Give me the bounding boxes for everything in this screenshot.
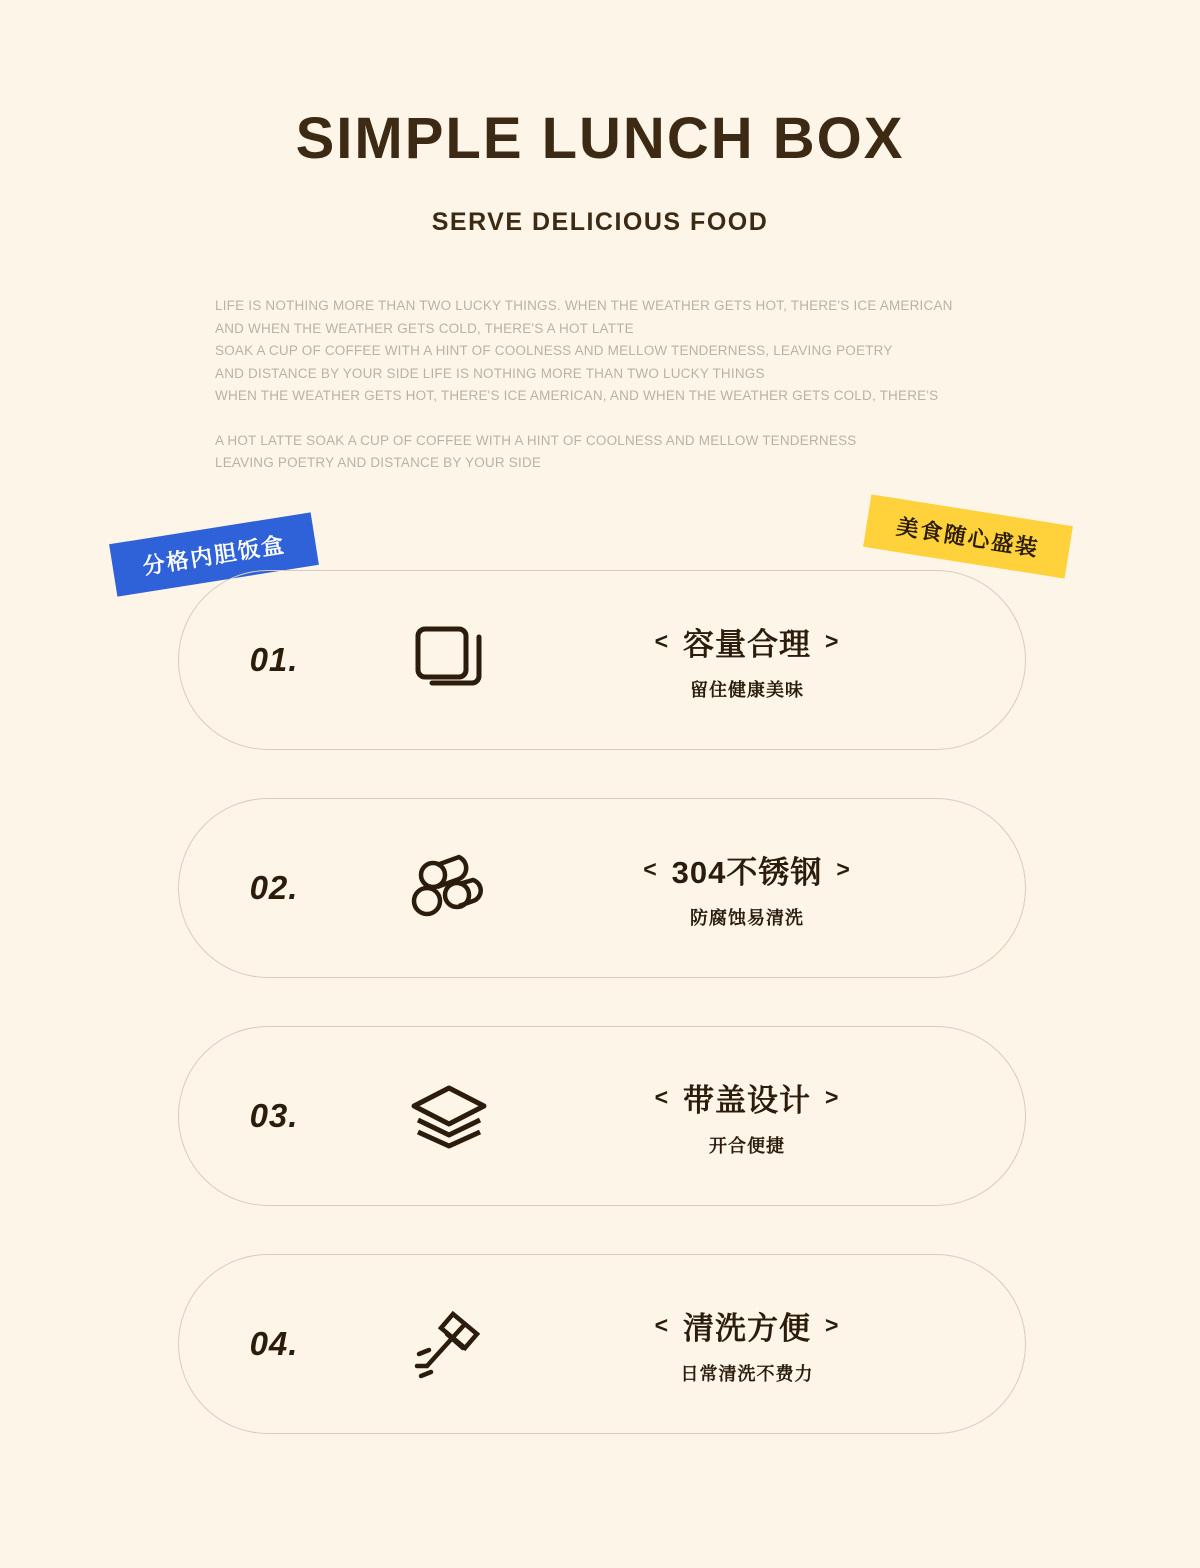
chevron-left-icon: < xyxy=(654,1311,669,1338)
card-number: 04. xyxy=(249,1325,299,1362)
card-text xyxy=(529,1303,1025,1386)
card-number: 03. xyxy=(249,1097,299,1134)
chevron-left-icon: < xyxy=(654,1083,669,1110)
card-text xyxy=(529,847,1025,930)
stacked-squares-icon xyxy=(369,621,529,699)
paragraph-line: LIFE IS NOTHING MORE THAN TWO LUCKY THINGS. WHEN THE WEATHER GETS HOT, THERE'S ICE AMERICAN xyxy=(215,298,953,313)
paragraph-line: SOAK A CUP OF COFFEE WITH A HINT OF COOLNESS AND MELLOW TENDERNESS, LEAVING POETRY xyxy=(215,343,893,358)
card-number: 02. xyxy=(249,869,299,906)
chevron-right-icon: > xyxy=(836,855,851,882)
feature-card-list xyxy=(178,570,1026,1482)
card-subtitle: 开合便捷 xyxy=(709,1135,785,1156)
page-title: SIMPLE LUNCH BOX xyxy=(295,106,905,171)
paragraph-line: LEAVING POETRY AND DISTANCE BY YOUR SIDE xyxy=(215,455,542,470)
feature-card[interactable] xyxy=(178,798,1026,978)
card-number: 01. xyxy=(249,641,299,678)
description-paragraph xyxy=(215,295,975,475)
cleaning-brush-icon xyxy=(369,1304,529,1384)
paragraph-line: AND WHEN THE WEATHER GETS COLD, THERE'S A HOT LATTE xyxy=(215,320,634,336)
ribbon-tag-left: 分格内胆饭盒 xyxy=(109,512,319,596)
chevron-right-icon: > xyxy=(825,1083,840,1110)
chevron-left-icon: < xyxy=(643,855,658,882)
page-subtitle: SERVE DELICIOUS FOOD xyxy=(431,208,769,236)
card-text xyxy=(529,1075,1025,1158)
card-heading-label: 304不锈钢 xyxy=(671,854,823,890)
chevron-right-icon: > xyxy=(825,1311,840,1338)
feature-card[interactable] xyxy=(178,1254,1026,1434)
card-subtitle: 防腐蚀易清洗 xyxy=(690,907,804,928)
card-heading xyxy=(655,1303,840,1348)
feature-card[interactable] xyxy=(178,570,1026,750)
layers-lid-icon xyxy=(369,1080,529,1152)
steel-cylinders-icon xyxy=(369,849,529,927)
card-heading-label: 清洗方便 xyxy=(683,1310,811,1346)
card-heading-label: 容量合理 xyxy=(683,626,811,662)
card-heading xyxy=(655,1075,840,1120)
feature-card[interactable] xyxy=(178,1026,1026,1206)
card-subtitle: 日常清洗不费力 xyxy=(680,1363,814,1384)
paragraph-line: AND DISTANCE BY YOUR SIDE LIFE IS NOTHING MORE THAN TWO LUCKY THINGS xyxy=(215,365,765,381)
card-text xyxy=(529,619,1025,702)
chevron-right-icon: > xyxy=(825,627,840,654)
paragraph-line: A HOT LATTE SOAK A CUP OF COFFEE WITH A HINT OF COOLNESS AND MELLOW TENDERNESS xyxy=(215,432,857,448)
card-heading xyxy=(655,619,840,664)
card-heading xyxy=(643,847,851,892)
card-heading-label: 带盖设计 xyxy=(683,1082,811,1118)
card-subtitle: 留住健康美味 xyxy=(690,679,804,700)
ribbon-tag-right: 美食随心盛装 xyxy=(863,494,1073,578)
chevron-left-icon: < xyxy=(654,627,669,654)
paragraph-line: WHEN THE WEATHER GETS HOT, THERE'S ICE AMERICAN, AND WHEN THE WEATHER GETS COLD, THERE'S xyxy=(215,388,939,403)
paragraph-spacer xyxy=(215,408,975,430)
